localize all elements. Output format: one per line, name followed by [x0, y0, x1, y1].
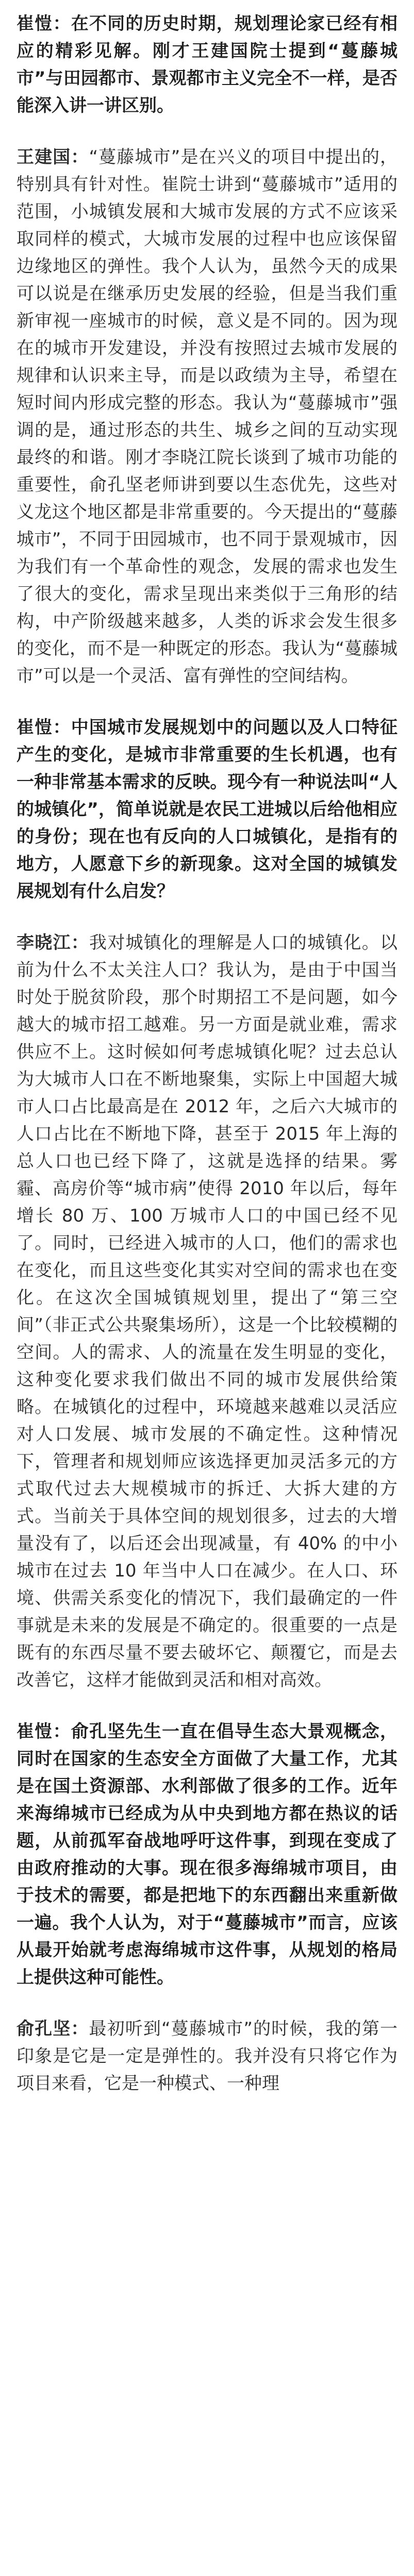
paragraph-text: 最初听到“蔓藤城市”的时候，我的第一印象是它是一定是弹性的。我并没有只将它作为项目来看，它是一种模式、一种理: [16, 2019, 398, 2094]
answer-paragraph: [16, 2015, 398, 2097]
speaker-name: 俞孔坚：: [16, 2019, 89, 2039]
answer-paragraph: [16, 144, 398, 690]
paragraph-text: “蔓藤城市”是在兴义的项目中提出的，特别具有针对性。崔院士讲到“蔓藤城市”适用的范围，小城镇发展和大城市发展的方式不应该采取同样的模式，大城市发展的过程中也应该保留边缘地区的弹性。我个人认为，虽然今天的成果可以说是在继承历史发展的经验，但是当我们重新审视一座城市的时候，意义是不同的。因为现在的城市开发建设，并没有按照过去城市发展的规律和认识来主导，而是以政绩为主导，希望在短时间内形成完整的形态。我认为“蔓藤城市”强调的是，通过形态的共生、城乡之间的互动实现最终的和谐。刚才李晓江院长谈到了城市功能的重要性，俞孔坚老师讲到要以生态优先，这些对义龙这个地区都是非常重要的。今天提出的“蔓藤城市”，不同于田园城市，也不同于景观城市，因为我们有一个革命性的观念，发展的需求也发生了很大的变化，需求呈现出来类似于三角形的结构，中产阶级越来越多，人类的诉求会发生很多的变化，而不是一种既定的形态。我认为“蔓藤城市”可以是一个灵活、富有弹性的空间结构。: [16, 147, 398, 686]
speaker-name: 崔愷：: [16, 13, 71, 34]
paragraph-text: 在不同的历史时期，规划理论家已经有相应的精彩见解。刚才王建国院士提到“蔓藤城市”与田园都市、景观都市主义完全不一样，是否能深入讲一讲区别。: [16, 13, 398, 116]
question-paragraph: [16, 714, 398, 905]
question-paragraph: [16, 10, 398, 120]
question-paragraph: [16, 1718, 398, 1991]
paragraph-text: 俞孔坚先生一直在倡导生态大景观概念，同时在国家的生态安全方面做了大量工作，尤其是在国土资源部、水利部做了很多的工作。近年来海绵城市已经成为从中央到地方都在热议的话题，从前孤军奋战地呼吁这件事，到现在变成了由政府推动的大事。现在很多海绵城市项目，由于技术的需要，都是把地下的东西翻出来重新做一遍。我个人认为，对于“蔓藤城市”而言，应该从最开始就考虑海绵城市这件事，从规划的格局上提供这种可能性。: [16, 1721, 398, 1988]
answer-paragraph: [16, 929, 398, 1694]
paragraph-text: 我对城镇化的理解是人口的城镇化。以前为什么不太关注人口？我认为，是由于中国当时处于脱贫阶段，那个时期招工不是问题，如今越大的城市招工越难。另一方面是就业难，需求供应不上。这时候如何考虑城镇化呢？过去总认为大城市人口在不断地聚集，实际上中国超大城市人口占比最高是在 2012 年，之后六大城市的人口占比在不断地下降，甚至于 2015 年上海的总人口也已经下降了，这就是选择的结果。雾霾、高房价等“城市病”使得 2010 年以后，每年增长 80 万、100 万城市人口的中国已经不见了。同时，已经进入城市的人口，他们的需求也在变化，而且这些变化其实对空间的需求也在变化。在这次全国城镇规划里，提出了“第三空间”（非正式公共聚集场所），这是一个比较模糊的空间。人的需求、人的流量在发生明显的变化，这种变化要求我们做出不同的城市发展供给策略。在城镇化的过程中，环境越来越难以灵活应对人口发展、城市发展的不确定性。这种情况下，管理者和规划师应该选择更加灵活多元的方式取代过去大规模城市的拆迁、大拆大建的方式。当前关于具体空间的规划很多，过去的大增量没有了，以后还会出现减量，有 40% 的中小城市在过去 10 年当中人口在减少。在人口、环境、供需关系变化的情况下，我们最确定的一件事就是未来的发展是不确定的。很重要的一点是既有的东西尽量不要去破坏它、颠覆它，而是去改善它，这样才能做到灵活和相对高效。: [16, 933, 398, 1690]
speaker-name: 崔愷：: [16, 1721, 71, 1742]
speaker-name: 王建国：: [16, 147, 89, 167]
speaker-name: 李晓江：: [16, 933, 89, 953]
speaker-name: 崔愷：: [16, 717, 71, 738]
paragraph-text: 中国城市发展规划中的问题以及人口特征产生的变化，是城市非常重要的生长机遇，也有一种非常基本需求的反映。现今有一种说法叫“人的城镇化”，简单说就是农民工进城以后给他相应的身份；现在也有反向的人口城镇化，是指有的地方，人愿意下乡的新现象。这对全国的城镇发展规划有什么启发？: [16, 717, 398, 902]
